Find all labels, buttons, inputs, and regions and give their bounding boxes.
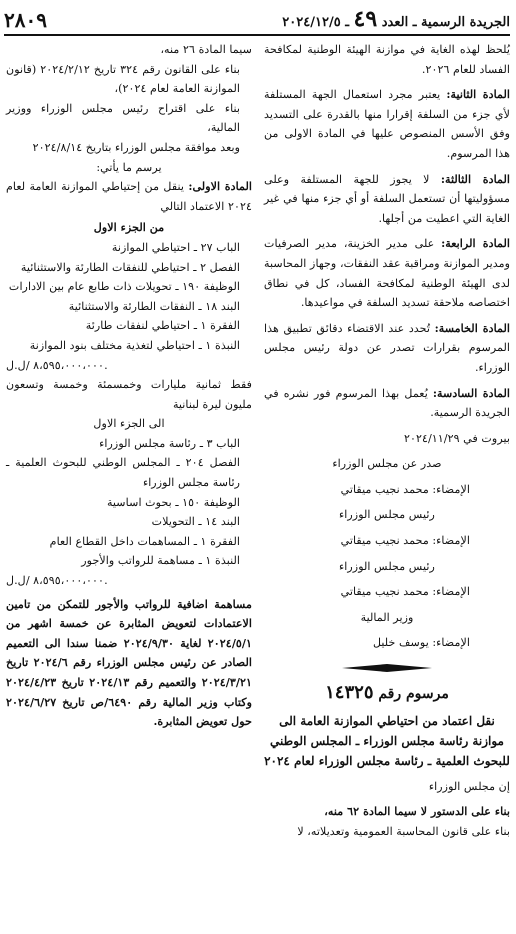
explanation-paragraph: مساهمة اضافية للرواتب والأجور للتمكن من تامين الاعتمادات لتعويض المثابرة عن خمسة اشهر من ٢٠٢٤/٥/١ لغاية ٢٠٢٤/٩/٣٠ ضمنا سندا الى التعميم الصادر عن رئيس مجلس الوزراء رقم ٢٠٢٤/٦ تاريخ ٢٠٢٤/٣/٢١ والتعميم رقم ٢٠٢٤/١٣ تاريخ ٢٠٢٤/٤/٢٣ وكتاب وزير المالية رقم ٦٤٩٠/ص تاريخ ٢٠٢٤/٦/٢٧ حول تعويض المثابرة. <box>6 596 253 729</box>
article-4 <box>264 234 510 312</box>
publication-title <box>282 6 510 32</box>
signature-title: وزير المالية <box>360 610 414 624</box>
signature-title: رئيس مجلس الوزراء <box>339 559 435 573</box>
article-label: المادة الرابعة: <box>441 236 510 251</box>
left-column <box>6 40 252 732</box>
place-date: بيروت في ٢٠٢٤/١١/٢٩ <box>403 431 510 445</box>
signature-title: صدر عن مجلس الوزراء <box>332 457 442 471</box>
list-item: البند ١٨ ـ النفقات الطارئة والاستثنائية <box>68 299 240 313</box>
list-item: الفقرة ١ ـ المساهمات داخل القطاع العام <box>49 534 240 548</box>
list-item: الباب ٣ ـ رئاسة مجلس الوزراء <box>99 436 240 450</box>
list-item: النبذة ١ ـ مساهمة للرواتب والأجور <box>81 554 240 568</box>
page-header <box>4 6 510 36</box>
article-text: يعتبر مجرد استعمال الجهة المستلفة لأي جزء من السلفة إقرارا منها بالقدرة على التسديد وفق الأسس المنصوص عليها في المادة الاولى من هذا المرسوم. <box>264 88 510 160</box>
decree-label: مرسوم رقم <box>378 686 449 703</box>
article-3 <box>264 170 510 229</box>
amount: ٨،٥٩٥،٠٠٠،٠٠٠ /ل.ل. <box>6 358 108 372</box>
article-5 <box>264 319 510 378</box>
list-item: الوظيفة ١٥٠ ـ بحوث اساسية <box>106 495 240 509</box>
article-1 <box>6 177 252 216</box>
basis-line: بناء على القانون رقم ٣٢٤ تاريخ ٢٠٢٤/٢/١٢ (قانون الموازنة العامة لعام ٢٠٢٤)، <box>6 62 240 96</box>
signature-name: الإمضاء: محمد نجيب ميقاتي <box>340 534 470 548</box>
list-item: الفصل ٢ ـ احتياطي للنفقات الطارئة والاستثنائية <box>20 260 240 274</box>
decree-number: ١٤٣٢٥ <box>325 682 374 704</box>
section-divider <box>264 663 510 673</box>
article-text: يُعمل بهذا المرسوم فور نشره في الجريدة الرسمية. <box>264 386 510 420</box>
issue-date: ـ ٢٠٢٤/١٢/٥ <box>282 15 350 30</box>
from-items-list <box>6 238 252 356</box>
publication-name: الجريدة الرسمية ـ العدد <box>381 15 510 30</box>
basis-line: بناء على اقتراح رئيس مجلس الوزراء ووزير المالية، <box>6 101 240 135</box>
signature-title: رئيس مجلس الوزراء <box>339 508 435 522</box>
basis-line: سيما المادة ٢٦ منه، <box>160 43 252 56</box>
issue-number: ٤٩ <box>353 6 378 32</box>
from-part-heading: من الجزء الاول <box>93 220 165 235</box>
paragraph: يُلحظ لهذه الغاية في موازنة الهيئة الوطنية لمكافحة الفساد للعام ٢٠٢٦. <box>264 43 510 76</box>
article-label: المادة الثالثة: <box>440 171 510 186</box>
list-item: البند ١٤ ـ التحويلات <box>151 515 240 529</box>
divider-ornament-icon <box>342 663 432 673</box>
list-item: الفصل ٢٠٤ ـ المجلس الوطني للبحوث العلمية ـ رئاسة مجلس الوزراء <box>6 456 240 490</box>
signature-name: الإمضاء: محمد نجيب ميقاتي <box>340 482 470 496</box>
article-2 <box>264 85 510 163</box>
list-item: الفقرة ١ ـ احتياطي لنفقات طارئة <box>85 319 240 333</box>
article-label: المادة الثانية: <box>446 87 510 102</box>
list-item: الباب ٢٧ ـ احتياطي الموازنة <box>111 240 240 254</box>
article-text: ينقل من إحتياطي الموازنة العامة لعام ٢٠٢٤ الاعتماد التالي <box>6 180 252 213</box>
enactment-line: يرسم ما يأتي: <box>96 160 162 174</box>
basis-line: بناء على قانون المحاسبة العمومية وتعديلاته، لا <box>297 824 510 838</box>
amount: ٨،٥٩٥،٠٠٠،٠٠٠ /ل.ل. <box>6 574 108 588</box>
list-item: النبذة ١ ـ احتياطي لتغذية مختلف بنود الموازنة <box>29 338 240 352</box>
article-label: المادة السادسة: <box>432 385 510 400</box>
article-text: على مدير الخزينة، مدير الصرفيات ومدير الموازنة ومراقبة عقد النفقات، وجهاز المحاسبة لدى الهيئة الوطنية لمكافحة الفساد، كل في نطاق اختصاصه ملاحقة تسديد السلفة في مواعيدها. <box>264 237 510 310</box>
right-column <box>264 40 510 841</box>
article-text: تُحدد عند الاقتضاء دقائق تطبيق هذا المرسوم بقرارات تصدر عن دولة رئيس مجلس الوزراء. <box>264 321 510 374</box>
article-6 <box>264 384 510 423</box>
basis-line: بناء على الدستور لا سيما المادة ٦٢ منه، <box>324 804 510 819</box>
decree-heading <box>264 683 510 705</box>
article-label: المادة الاولى: <box>188 179 252 194</box>
article-label: المادة الخامسة: <box>434 320 510 335</box>
to-part-heading: الى الجزء الاول <box>93 417 165 431</box>
basis-line: وبعد موافقة مجلس الوزراء بتاريخ ٢٠٢٤/٨/١٤ <box>32 140 240 154</box>
article-text: لا يجوز للجهة المستلفة وعلى مسؤوليتها أن تستعمل السلفة أو أي جزء منها في غير الغاية التي اعطيت من أجلها. <box>264 172 510 225</box>
intro-line: إن مجلس الوزراء <box>428 779 510 793</box>
signature-name: الإمضاء: محمد نجيب ميقاتي <box>340 585 470 599</box>
amount-in-words: فقط ثمانية مليارات وخمسمئة وخمسة وتسعون مليون ليرة لبنانية <box>6 378 252 411</box>
signature-name: الإمضاء: يوسف خليل <box>372 636 470 650</box>
decree-title: نقل اعتماد من احتياطي الموازنة العامة الى موازنة رئاسة مجلس الوزراء ـ المجلس الوطني للبحوث العلمية ـ رئاسة مجلس الوزراء لعام ٢٠٢٤ <box>264 713 510 768</box>
page-number: ٢٨٠٩ <box>4 8 47 32</box>
list-item: الوظيفة ١٩٠ ـ تحويلات ذات طابع عام بين الادارات <box>8 280 240 294</box>
to-items-list <box>6 434 252 571</box>
